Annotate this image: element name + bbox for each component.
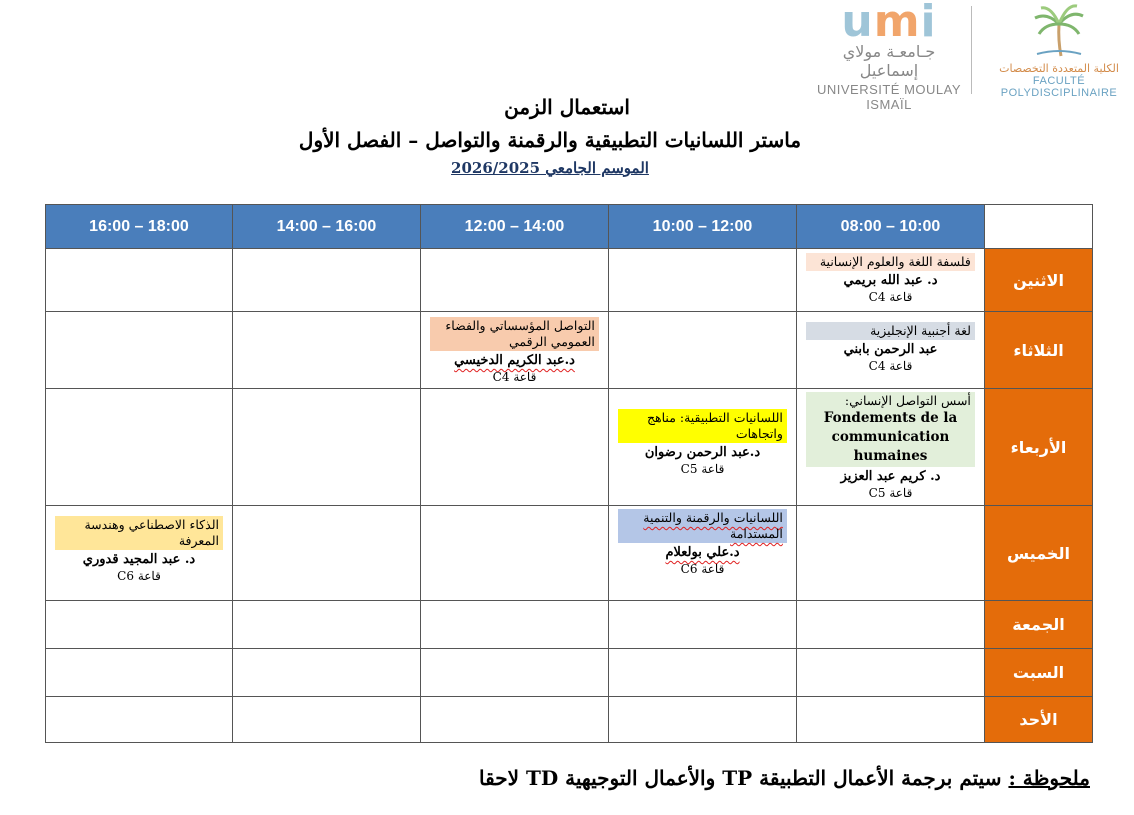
faculty-logo <box>984 4 1134 100</box>
course-title: اللسانيات والرقمنة والتنمية المستدامة <box>618 509 787 543</box>
day-row-monday <box>46 249 1093 312</box>
course-title: التواصل المؤسساتي والفضاء العمومي الرقمي <box>430 317 599 351</box>
course-title: الذكاء الاصطناعي وهندسة المعرفة <box>55 516 223 550</box>
umi-logo <box>814 0 964 112</box>
day-label-thursday: الخميس <box>985 506 1093 601</box>
course-cell-wed-1 <box>797 389 985 506</box>
schedule-cell <box>233 649 421 697</box>
schedule-cell <box>797 601 985 649</box>
time-slot-header: 10:00 – 12:00 <box>609 205 797 249</box>
course-cell-thu-2 <box>609 506 797 601</box>
schedule-cell <box>233 697 421 743</box>
day-row-saturday <box>46 649 1093 697</box>
course-room: قاعة C4 <box>868 290 913 304</box>
schedule-cell <box>233 506 421 601</box>
day-row-friday <box>46 601 1093 649</box>
course-title: لغة أجنبية الإنجليزية <box>806 322 975 340</box>
course-professor: د. عبد الله بريمي <box>843 273 938 288</box>
time-slot-header: 16:00 – 18:00 <box>46 205 233 249</box>
schedule-cell <box>233 601 421 649</box>
page-title: استعمال الزمن <box>504 95 630 119</box>
program-title: ماستر اللسانيات التطبيقية والرقمنة والتواصل – الفصل الأول <box>298 128 802 152</box>
course-cell-mon-1 <box>797 249 985 312</box>
footer-note <box>479 766 1090 790</box>
day-label-wednesday: الأربعاء <box>985 389 1093 506</box>
schedule-cell <box>421 389 609 506</box>
note-label: ملحوظة : <box>1008 766 1090 790</box>
schedule-cell <box>609 697 797 743</box>
day-label-tuesday: الثلاثاء <box>985 312 1093 389</box>
day-row-tuesday <box>46 312 1093 389</box>
season-text: الموسم الجامعي 2026/2025 <box>451 159 649 177</box>
schedule-cell <box>609 312 797 389</box>
schedule-cell <box>233 389 421 506</box>
day-label-sunday: الأحد <box>985 697 1093 743</box>
corner-cell <box>985 205 1093 249</box>
schedule-cell <box>797 506 985 601</box>
day-label-monday: الاثنين <box>985 249 1093 312</box>
header-row <box>46 205 1093 249</box>
schedule-cell <box>421 506 609 601</box>
schedule-cell <box>233 249 421 312</box>
schedule-cell <box>46 249 233 312</box>
schedule-cell <box>233 312 421 389</box>
course-title-french: Fondements de la communication humaines <box>823 410 958 464</box>
schedule-cell <box>46 697 233 743</box>
course-title: فلسفة اللغة والعلوم الإنسانية <box>806 253 975 271</box>
schedule-cell <box>421 649 609 697</box>
umi-name-french: UNIVERSITÉ MOULAY ISMAÏL <box>816 82 962 112</box>
course-professor: د.عبد الكريم الدخيسي <box>454 353 575 368</box>
course-room: قاعة C4 <box>492 370 537 384</box>
schedule-cell <box>46 601 233 649</box>
time-slot-header: 12:00 – 14:00 <box>421 205 609 249</box>
day-row-thursday <box>46 506 1093 601</box>
schedule-cell <box>421 697 609 743</box>
course-room: قاعة C5 <box>868 486 913 500</box>
day-label-friday: الجمعة <box>985 601 1093 649</box>
timetable <box>45 204 1093 743</box>
day-label-saturday: السبت <box>985 649 1093 697</box>
course-room: قاعة C5 <box>680 462 725 476</box>
palm-tree-icon <box>1031 4 1087 58</box>
schedule-cell <box>609 649 797 697</box>
schedule-cell <box>421 249 609 312</box>
course-room: قاعة C6 <box>680 562 725 576</box>
schedule-cell <box>46 649 233 697</box>
logos <box>814 0 1134 112</box>
faculty-name-french: FACULTÉ POLYDISCIPLINAIRE <box>1000 75 1118 99</box>
schedule-cell <box>797 697 985 743</box>
schedule-cell <box>46 389 233 506</box>
course-professor: عبد الرحمن بابني <box>843 342 938 357</box>
course-professor: د. كريم عبد العزيز <box>840 469 941 484</box>
schedule-cell <box>421 601 609 649</box>
course-cell-tue-3 <box>421 312 609 389</box>
umi-name-arabic: جـامعـة مولاي إسماعيل <box>842 42 936 80</box>
course-cell-wed-2 <box>609 389 797 506</box>
course-title: أسس التواصل الإنساني: <box>844 393 971 408</box>
course-professor: د. عبد المجيد قدوري <box>82 552 196 567</box>
note-text: سيتم برجمة الأعمال التطبيقة TP والأعمال التوجيهية TD لاحقا <box>479 766 1009 790</box>
umi-logo-mark: umi <box>841 0 937 47</box>
course-room: قاعة C6 <box>117 569 161 583</box>
time-slot-header: 08:00 – 10:00 <box>797 205 985 249</box>
course-title-block <box>806 392 975 467</box>
day-row-sunday <box>46 697 1093 743</box>
course-title: اللسانيات التطبيقية: مناهج واتجاهات <box>618 409 787 443</box>
schedule-cell <box>46 312 233 389</box>
course-cell-tue-1 <box>797 312 985 389</box>
course-professor: د.علي بولعلام <box>665 545 740 560</box>
logo-divider <box>971 6 972 94</box>
time-slot-header: 14:00 – 16:00 <box>233 205 421 249</box>
season-title <box>0 159 1100 177</box>
course-cell-thu-5 <box>46 506 233 601</box>
schedule-cell <box>609 601 797 649</box>
faculty-name-arabic: الكلية المتعددة التخصصات <box>999 62 1119 75</box>
schedule-cell <box>797 649 985 697</box>
course-room: قاعة C4 <box>868 359 913 373</box>
schedule-cell <box>609 249 797 312</box>
day-row-wednesday <box>46 389 1093 506</box>
course-professor: د.عبد الرحمن رضوان <box>644 445 761 460</box>
